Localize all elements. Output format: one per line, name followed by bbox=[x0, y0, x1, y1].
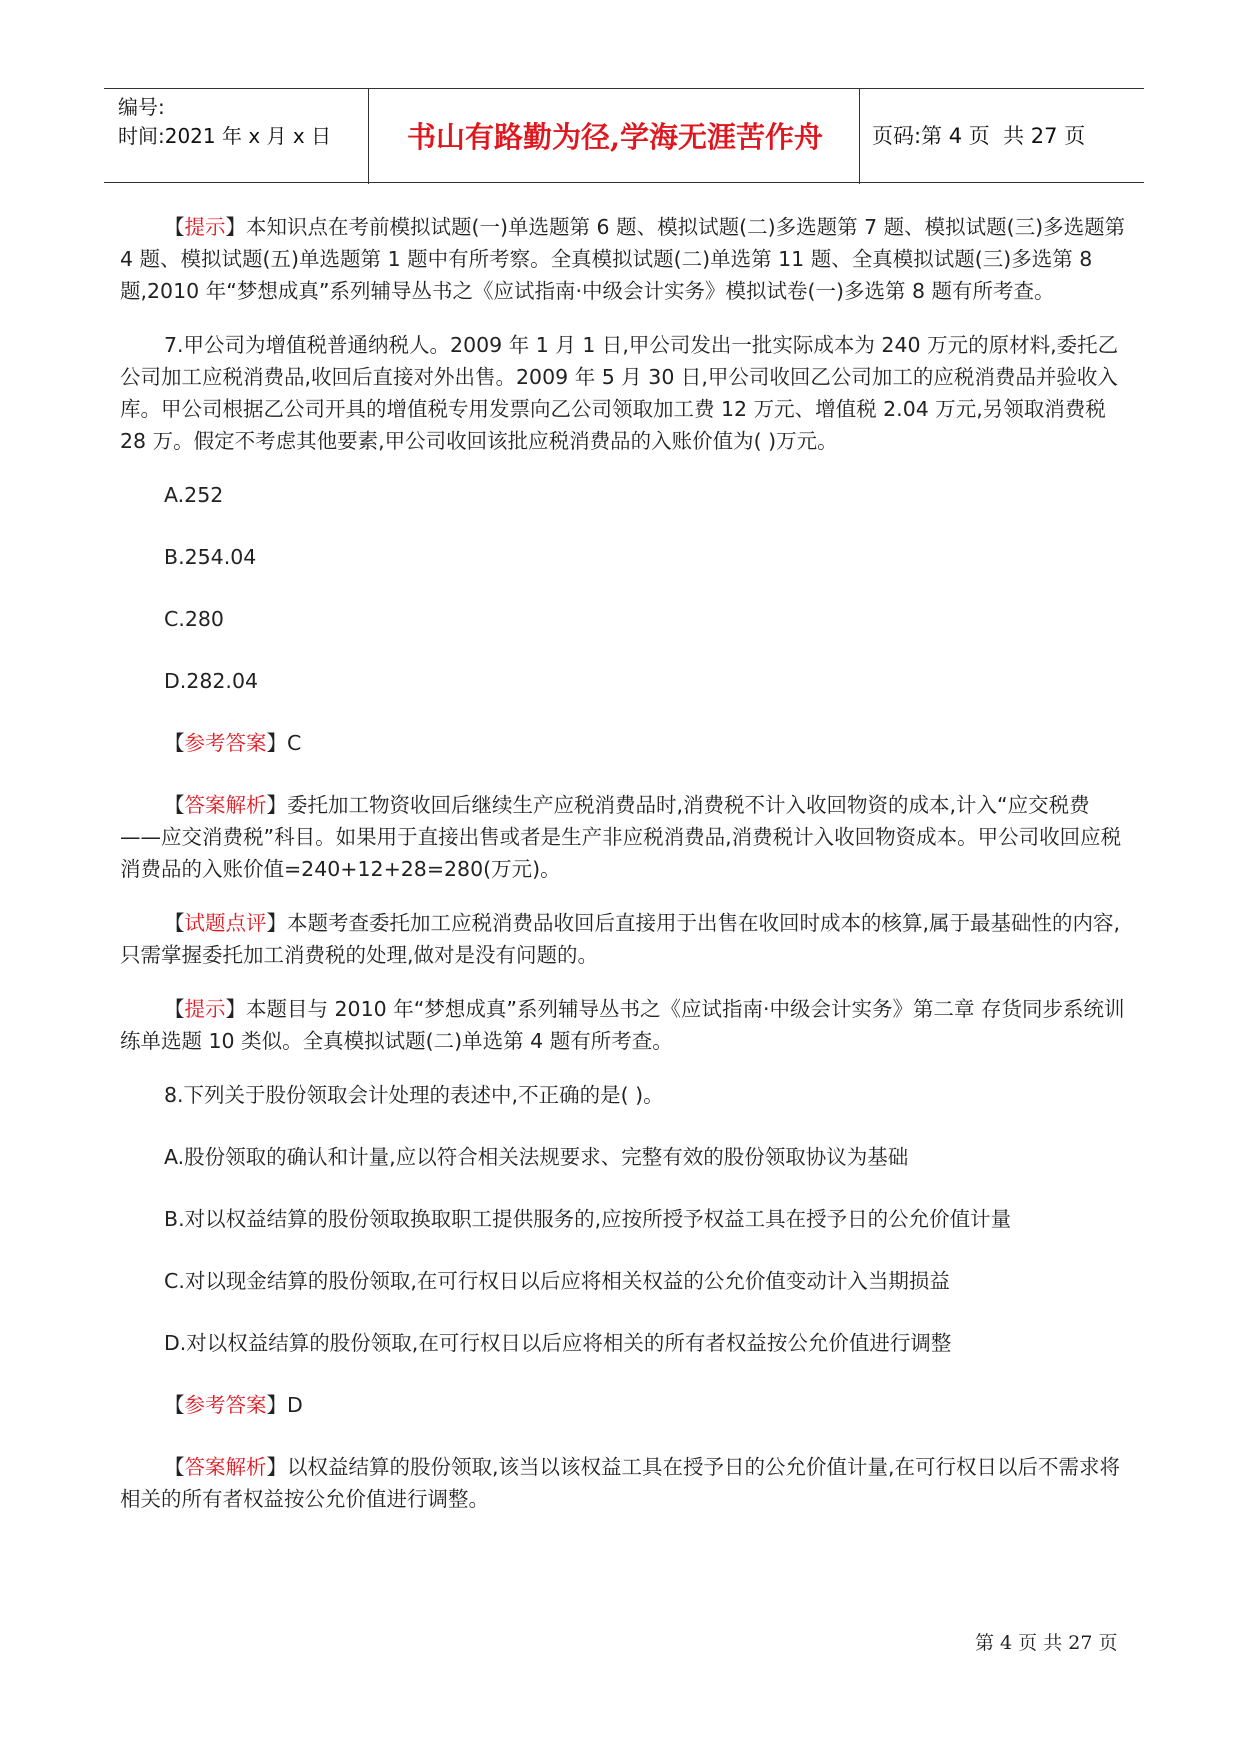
analysis-tag-2: 答案解析 bbox=[184, 1455, 267, 1479]
number-label: 编号: bbox=[118, 95, 165, 119]
q8-option-d: D.对以权益结算的股份领取,在可行权日以后应将相关的所有者权益按公允价值进行调整 bbox=[164, 1331, 952, 1355]
header-divider-right bbox=[859, 88, 860, 184]
option-c: C.280 bbox=[164, 607, 224, 631]
question-7: 7.甲公司为增值税普通纳税人。2009 年 1 月 1 日,甲公司发出一批实际成本为 240 万元的原材料,委托乙公司加工应税消费品,收回后直接对外出售。2009 年 5 月 30 日,甲公司收回乙公司加工的应税消费品并验收入库。甲公司根据乙公司开具的增值税专用发票向乙公司领取加工费 12 万元、增值税 2.04 万元,另领取消费税 28 万。假定不考虑其他要素,甲公司收回该批应税消费品的入账价值为( )万元。 bbox=[120, 333, 1119, 453]
page-footer: 第 4 页 共 27 页 bbox=[975, 1632, 1118, 1654]
tip-tag: 提示 bbox=[184, 215, 226, 239]
reference-answer: 【参考答案】C bbox=[164, 731, 302, 755]
comment-tag: 试题点评 bbox=[184, 911, 267, 935]
analysis-tag: 答案解析 bbox=[184, 793, 267, 817]
header-bottom-rule bbox=[104, 182, 1144, 183]
page-label: 页码:第 4 页 共 27 页 bbox=[872, 124, 1086, 148]
header-motto: 书山有路勤为径,学海无涯苦作舟 bbox=[406, 119, 824, 154]
answer-value-2: D bbox=[287, 1393, 303, 1417]
reference-answer-2: 【参考答案】D bbox=[164, 1393, 303, 1417]
tip-text: 本知识点在考前模拟试题(一)单选题第 6 题、模拟试题(二)多选题第 7 题、模拟试题(三)多选题第 4 题、模拟试题(五)单选题第 1 题中有所考察。全真模拟试题(二)单选第 11 题、全真模拟试题(三)多选第 8 题,2010 年“梦想成真”系列辅导丛书之《应试指南·中级会计实务》模拟试卷(一)多选第 8 题有所考查。 bbox=[120, 215, 1126, 303]
option-b: B.254.04 bbox=[164, 545, 257, 569]
tip-paragraph: 【提示】本知识点在考前模拟试题(一)单选题第 6 题、模拟试题(二)多选题第 7 题、模拟试题(三)多选题第 4 题、模拟试题(五)单选题第 1 题中有所考察。全真模拟试题(二)单选第 11 题、全真模拟试题(三)多选第 8 题,2010 年“梦想成真”系列辅导丛书之《应试指南·中级会计实务》模拟试卷(一)多选第 8 题有所考查。 bbox=[120, 215, 1126, 303]
tip-text-2: 本题目与 2010 年“梦想成真”系列辅导丛书之《应试指南·中级会计实务》第二章 存货同步系统训练单选题 10 类似。全真模拟试题(二)单选第 4 题有所考查。 bbox=[120, 997, 1125, 1053]
tip-paragraph-2: 【提示】本题目与 2010 年“梦想成真”系列辅导丛书之《应试指南·中级会计实务》第二章 存货同步系统训练单选题 10 类似。全真模拟试题(二)单选第 4 题有所考查。 bbox=[120, 997, 1125, 1053]
answer-value: C bbox=[287, 731, 302, 755]
analysis-text: 委托加工物资收回后继续生产应税消费品时,消费税不计入收回物资的成本,计入“应交税费——应交消费税”科目。如果用于直接出售或者是生产非应税消费品,消费税计入收回物资成本。甲公司收回应税消费品的入账价值=240+12+28=280(万元)。 bbox=[120, 793, 1122, 881]
q8-option-b: B.对以权益结算的股份领取换取职工提供服务的,应按所授予权益工具在授予日的公允价值计量 bbox=[164, 1207, 1012, 1231]
answer-analysis: 【答案解析】委托加工物资收回后继续生产应税消费品时,消费税不计入收回物资的成本,计入“应交税费——应交消费税”科目。如果用于直接出售或者是生产非应税消费品,消费税计入收回物资成本。甲公司收回应税消费品的入账价值=240+12+28=280(万元)。 bbox=[120, 793, 1122, 881]
analysis-text-2: 以权益结算的股份领取,该当以该权益工具在授予日的公允价值计量,在可行权日以后不需求将相关的所有者权益按公允价值进行调整。 bbox=[120, 1455, 1121, 1511]
header-divider-left bbox=[368, 88, 369, 184]
option-d: D.282.04 bbox=[164, 669, 259, 693]
option-a: A.252 bbox=[164, 483, 224, 507]
q8-option-a: A.股份领取的确认和计量,应以符合相关法规要求、完整有效的股份领取协议为基础 bbox=[164, 1145, 909, 1169]
document-body bbox=[120, 211, 1130, 1537]
answer-tag: 参考答案 bbox=[184, 731, 267, 755]
question-8: 8.下列关于股份领取会计处理的表述中,不正确的是( )。 bbox=[164, 1083, 664, 1107]
answer-analysis-2: 【答案解析】以权益结算的股份领取,该当以该权益工具在授予日的公允价值计量,在可行权日以后不需求将相关的所有者权益按公允价值进行调整。 bbox=[120, 1455, 1121, 1511]
document-header bbox=[104, 88, 1144, 184]
header-page-info bbox=[872, 88, 1085, 182]
q8-option-c: C.对以现金结算的股份领取,在可行权日以后应将相关权益的公允价值变动计入当期损益 bbox=[164, 1269, 950, 1293]
header-meta bbox=[118, 93, 331, 151]
answer-tag-2: 参考答案 bbox=[184, 1393, 267, 1417]
tip-tag-2: 提示 bbox=[184, 997, 226, 1021]
time-label: 时间:2021 年 x 月 x 日 bbox=[118, 124, 332, 148]
question-comment: 【试题点评】本题考查委托加工应税消费品收回后直接用于出售在收回时成本的核算,属于最基础性的内容,只需掌握委托加工消费税的处理,做对是没有问题的。 bbox=[120, 911, 1121, 967]
comment-text: 本题考查委托加工应税消费品收回后直接用于出售在收回时成本的核算,属于最基础性的内容,只需掌握委托加工消费税的处理,做对是没有问题的。 bbox=[120, 911, 1121, 967]
